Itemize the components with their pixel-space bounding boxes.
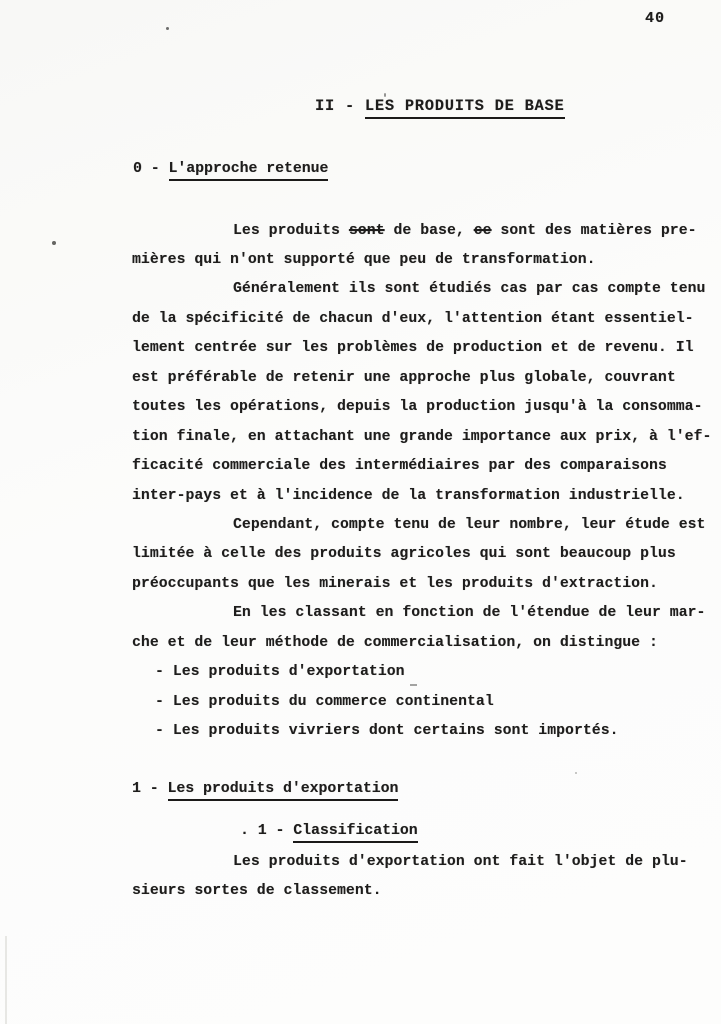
title-prefix: II - bbox=[315, 97, 365, 115]
ink-speck bbox=[166, 27, 169, 30]
text-line: est préférable de retenir une approche plus globale, couvrant bbox=[132, 369, 676, 386]
text-line: limitée à celle des produits agricoles qui sont beaucoup plus bbox=[132, 546, 676, 563]
text-line: ficacité commerciale des intermédiaires par des comparaisons bbox=[132, 458, 667, 475]
text-line: toutes les opérations, depuis la production jusqu'à la consomma- bbox=[132, 399, 703, 416]
subheading-classification bbox=[240, 822, 418, 840]
text-line: Généralement ils sont étudiés cas par cas compte tenu bbox=[233, 281, 706, 298]
list-item: - Les produits vivriers dont certains sont importés. bbox=[155, 723, 619, 740]
text-segment: Les produits bbox=[233, 222, 349, 239]
scan-page-edge bbox=[5, 936, 7, 1024]
text-line: préoccupants que les minerais et les produits d'extraction. bbox=[132, 575, 658, 592]
heading-underlined-text: Les produits d'exportation bbox=[168, 781, 399, 801]
heading-prefix: 0 - bbox=[133, 161, 169, 177]
text-line: che et de leur méthode de commercialisation, on distingue : bbox=[132, 634, 658, 651]
text-line: Cependant, compte tenu de leur nombre, leur étude est bbox=[233, 517, 706, 534]
struck-out-word: sont bbox=[348, 222, 385, 239]
document-title bbox=[315, 97, 565, 116]
struck-out-word: ce bbox=[473, 222, 492, 239]
heading-underlined-text: Classification bbox=[293, 823, 417, 843]
heading-produits-exportation bbox=[132, 780, 398, 798]
list-item: - Les produits du commerce continental bbox=[155, 693, 494, 710]
heading-prefix: . 1 - bbox=[240, 823, 294, 839]
body-paragraphs bbox=[132, 217, 717, 747]
body-paragraphs bbox=[132, 848, 717, 907]
text-segment: de base, bbox=[384, 222, 474, 239]
text-line: lement centrée sur les problèmes de production et de revenu. Il bbox=[132, 340, 694, 357]
ink-speck bbox=[410, 684, 417, 686]
text-line: En les classant en fonction de l'étendue de leur mar- bbox=[233, 605, 706, 622]
text-line: Les produits d'exportation ont fait l'objet de plu- bbox=[233, 853, 688, 870]
heading-approche-retenue bbox=[133, 160, 328, 178]
heading-prefix: 1 - bbox=[132, 781, 168, 797]
list-item: - Les produits d'exportation bbox=[155, 664, 405, 681]
ink-speck bbox=[575, 772, 577, 774]
text-line: mières qui n'ont supporté que peu de transformation. bbox=[132, 251, 596, 268]
ink-speck bbox=[52, 241, 56, 245]
text-line: tion finale, en attachant une grande importance aux prix, à l'ef- bbox=[132, 428, 712, 445]
title-underlined-text: LES PRODUITS DE BASE bbox=[365, 97, 565, 119]
text-line: inter-pays et à l'incidence de la transformation industrielle. bbox=[132, 487, 685, 504]
text-segment: sont des matières pre- bbox=[491, 222, 697, 239]
page-number: 40 bbox=[645, 10, 666, 27]
text-line: sieurs sortes de classement. bbox=[132, 882, 382, 899]
text-line bbox=[132, 217, 717, 246]
heading-underlined-text: L'approche retenue bbox=[169, 161, 329, 181]
ink-speck bbox=[384, 93, 386, 97]
text-line: de la spécificité de chacun d'eux, l'attention étant essentiel- bbox=[132, 310, 694, 327]
